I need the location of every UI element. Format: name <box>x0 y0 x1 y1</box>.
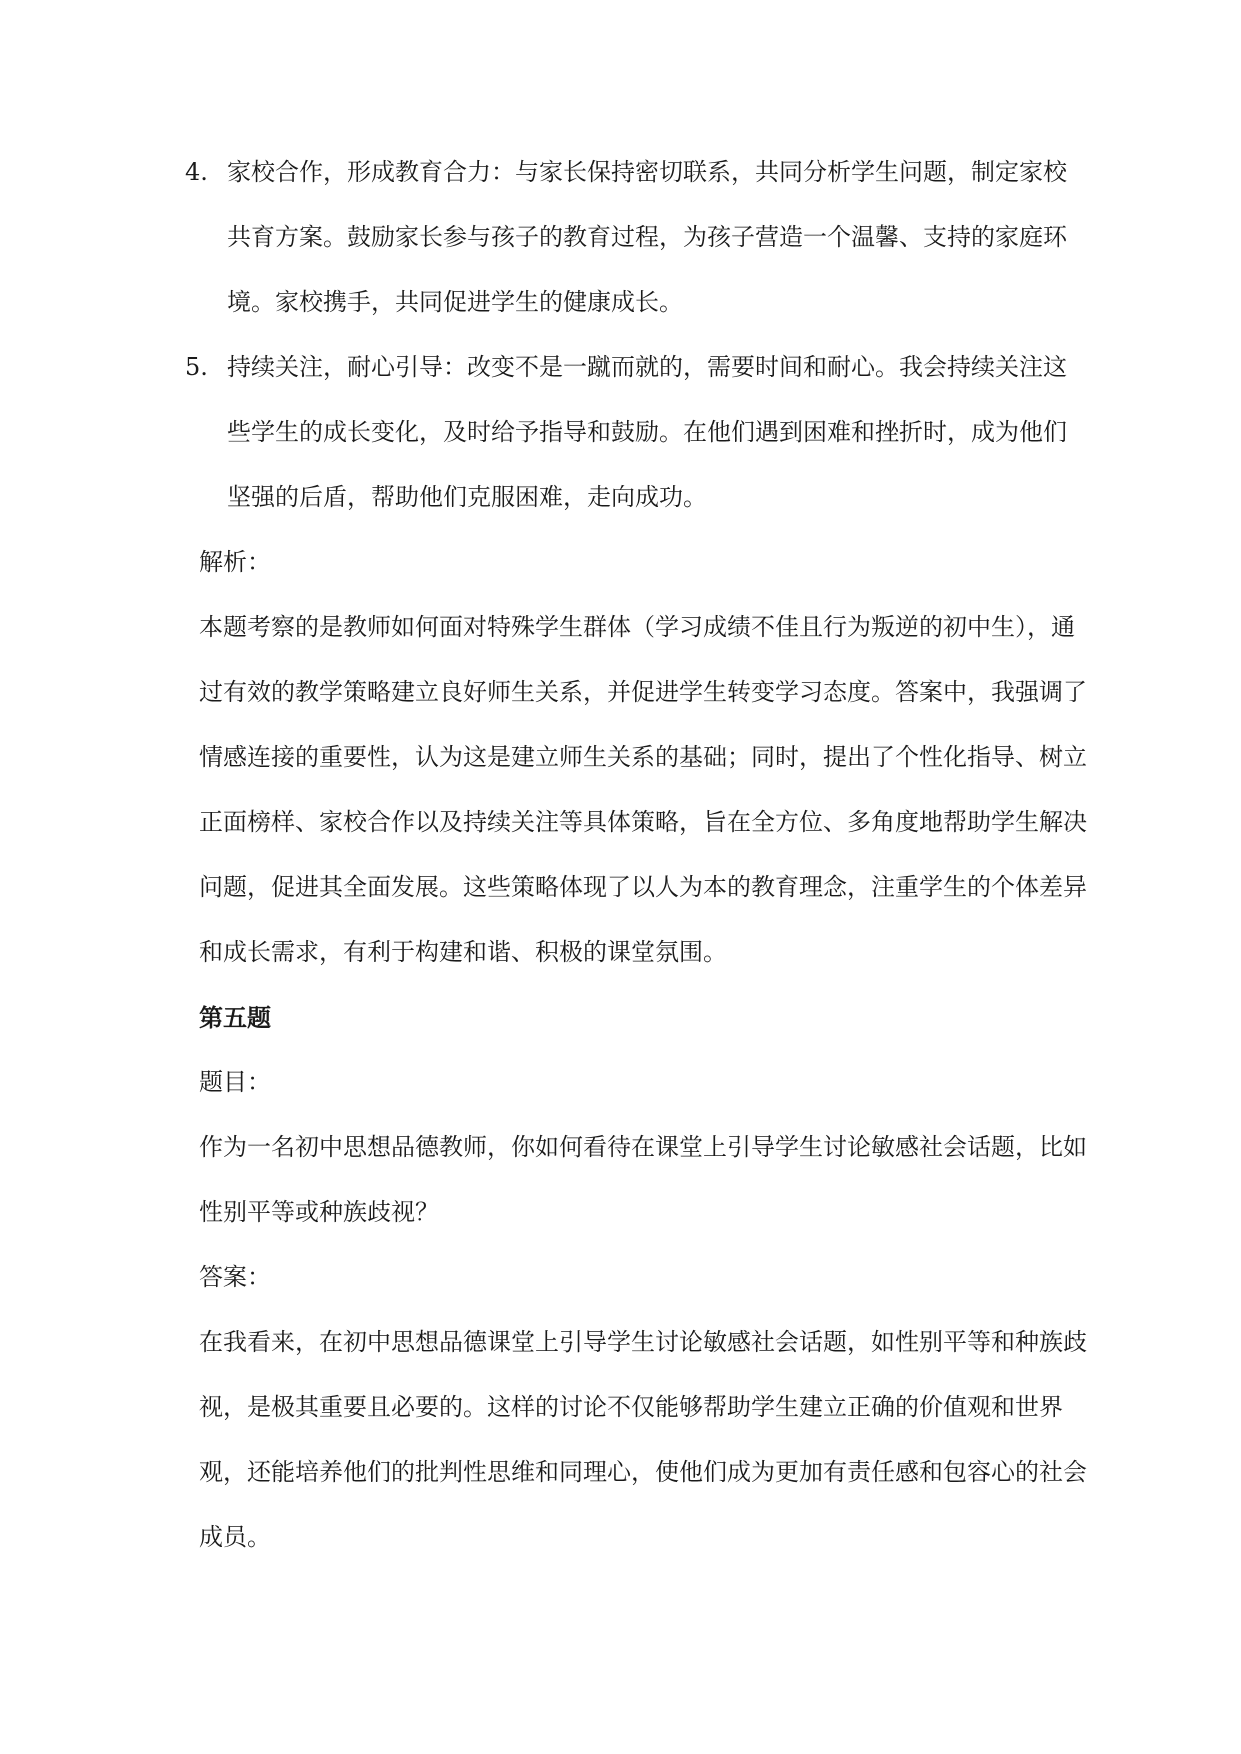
question-text: 作为一名初中思想品德教师，你如何看待在课堂上引导学生讨论敏感社会话题，比如性别平等或种族歧视？ <box>199 1133 1087 1226</box>
analysis-label: 解析： <box>199 548 271 576</box>
section-heading: 第五题 <box>199 1003 271 1032</box>
question-label: 题目： <box>199 1068 271 1096</box>
page-content <box>185 140 1089 1570</box>
answer-label: 答案： <box>199 1263 271 1291</box>
list-item-4 <box>185 140 1089 335</box>
list-item-5 <box>185 335 1089 530</box>
answer-text: 在我看来，在初中思想品德课堂上引导学生讨论敏感社会话题，如性别平等和种族歧视，是极其重要且必要的。这样的讨论不仅能够帮助学生建立正确的价值观和世界观，还能培养他们的批判性思维和同理心，使他们成为更加有责任感和包容心的社会成员。 <box>199 1328 1087 1551</box>
list-item-text: 家校合作，形成教育合力：与家长保持密切联系，共同分析学生问题，制定家校共育方案。鼓励家长参与孩子的教育过程，为孩子营造一个温馨、支持的家庭环境。家校携手，共同促进学生的健康成长。 <box>227 158 1067 316</box>
list-item-text: 持续关注，耐心引导：改变不是一蹴而就的，需要时间和耐心。我会持续关注这些学生的成长变化，及时给予指导和鼓励。在他们遇到困难和挫折时，成为他们坚强的后盾，帮助他们克服困难，走向成功。 <box>227 353 1067 511</box>
list-item-number: 4. <box>185 158 208 186</box>
analysis-text: 本题考察的是教师如何面对特殊学生群体（学习成绩不佳且行为叛逆的初中生），通过有效的教学策略建立良好师生关系，并促进学生转变学习态度。答案中，我强调了情感连接的重要性，认为这是建立师生关系的基础；同时，提出了个性化指导、树立正面榜样、家校合作以及持续关注等具体策略，旨在全方位、多角度地帮助学生解决问题，促进其全面发展。这些策略体现了以人为本的教育理念，注重学生的个体差异和成长需求，有利于构建和谐、积极的课堂氛围。 <box>199 613 1087 966</box>
list-item-number: 5. <box>185 353 208 381</box>
